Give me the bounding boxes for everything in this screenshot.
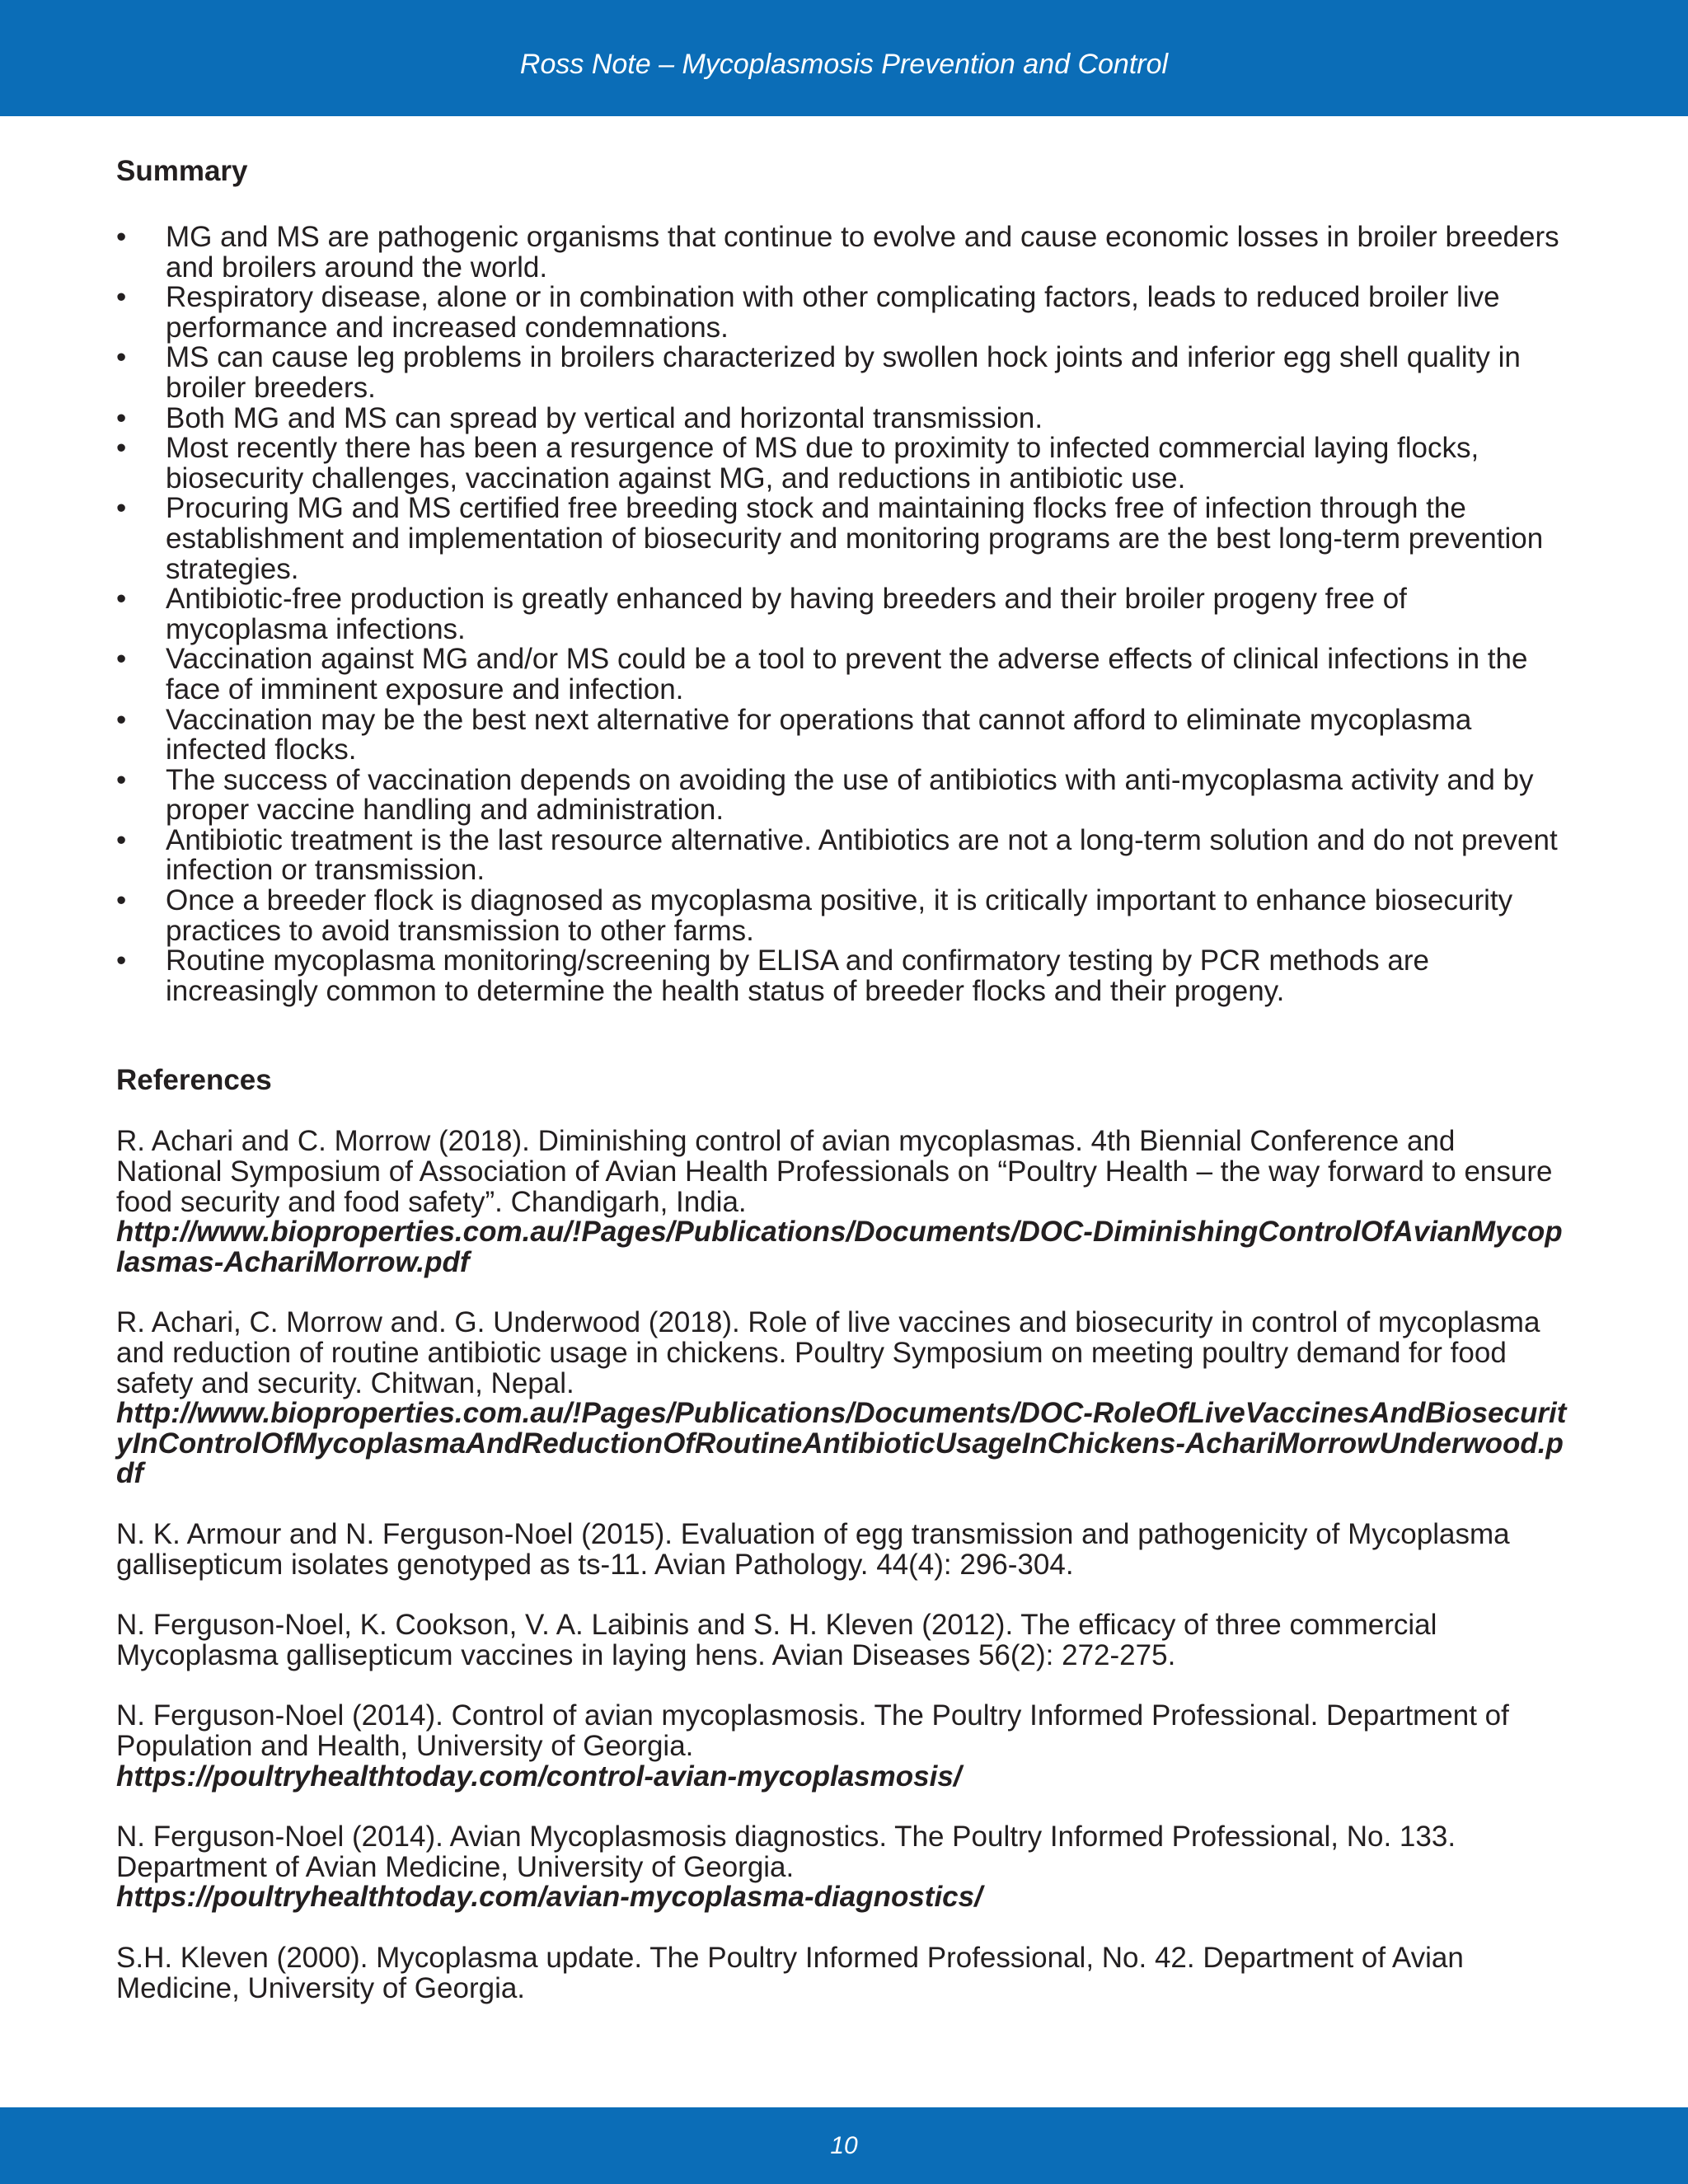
bullet-icon: •: [116, 583, 127, 616]
bullet-icon: •: [116, 492, 127, 525]
reference-text: R. Achari and C. Morrow (2018). Diminishing control of avian mycoplasmas. 4th Biennial Conference and National Symposium of Association of Avian Health Professionals on “Poultry Health – the way forward to ensure food security and food safety”. Chandigarh, India.: [116, 1125, 1553, 1218]
page-content: [116, 153, 1567, 2034]
bullet-icon: •: [116, 341, 127, 374]
bullet-icon: •: [116, 281, 127, 314]
reference-link[interactable]: https://poultryhealthtoday.com/control-avian-mycoplasmosis/: [116, 1760, 962, 1793]
summary-item-text: MG and MS are pathogenic organisms that continue to evolve and cause economic losses in broiler breeders and broilers around the world.: [166, 221, 1559, 284]
summary-item-text: The success of vaccination depends on avoiding the use of antibiotics with anti-mycoplasma activity and by proper vaccine handling and administration.: [166, 763, 1534, 827]
reference-text: N. Ferguson-Noel (2014). Avian Mycoplasmosis diagnostics. The Poultry Informed Professional, No. 133. Department of Avian Medicine, University of Georgia.: [116, 1821, 1456, 1883]
reference-list: [116, 1127, 1567, 2004]
reference-text: N. Ferguson-Noel (2014). Control of avian mycoplasmosis. The Poultry Informed Professional. Department of Population and Health, University of Georgia.: [116, 1699, 1509, 1762]
reference-item: [116, 1610, 1567, 1671]
summary-item: [116, 343, 1567, 403]
summary-item-text: Antibiotic treatment is the last resource alternative. Antibiotics are not a long-term solution and do not prevent infection or transmission.: [166, 823, 1558, 887]
reference-link[interactable]: https://poultryhealthtoday.com/avian-mycoplasma-diagnostics/: [116, 1881, 982, 1914]
summary-item-text: Most recently there has been a resurgence of MS due to proximity to infected commercial laying flocks, biosecurity challenges, vaccination against MG, and reductions in antibiotic use.: [166, 432, 1479, 494]
bullet-icon: •: [116, 432, 127, 465]
reference-text: R. Achari, C. Morrow and. G. Underwood (2018). Role of live vaccines and biosecurity in control of mycoplasma and reduction of routine antibiotic usage in chickens. Poultry Symposium on meeting poultry demand for food safety and security. Chitwan, Nepal.: [116, 1306, 1540, 1399]
summary-item-text: Once a breeder flock is diagnosed as mycoplasma positive, it is critically important to enhance biosecurity practices to avoid transmission to other farms.: [166, 884, 1513, 947]
summary-list: [116, 223, 1567, 1006]
reference-text: N. Ferguson-Noel, K. Cookson, V. A. Laibinis and S. H. Kleven (2012). The efficacy of three commercial Mycoplasma gallisepticum vaccines in laying hens. Avian Diseases 56(2): 272-275.: [116, 1609, 1437, 1671]
references-heading: References: [116, 1064, 272, 1097]
summary-item-text: Antibiotic-free production is greatly enhanced by having breeders and their broiler progeny free of mycoplasma infections.: [166, 583, 1407, 645]
reference-item: [116, 1822, 1567, 1913]
reference-item: [116, 1701, 1567, 1792]
summary-item-text: Vaccination may be the best next alternative for operations that cannot afford to eliminate mycoplasma infected flocks.: [166, 703, 1472, 766]
summary-item-text: Respiratory disease, alone or in combination with other complicating factors, leads to reduced broiler live performance and increased condemnations.: [166, 281, 1500, 344]
summary-item: [116, 494, 1567, 584]
summary-item: [116, 434, 1567, 494]
page-number: 10: [830, 2132, 858, 2159]
summary-heading: Summary: [116, 155, 248, 187]
summary-item: [116, 644, 1567, 705]
bullet-icon: •: [116, 823, 127, 856]
bullet-icon: •: [116, 703, 127, 736]
summary-item: [116, 283, 1567, 343]
summary-item: [116, 401, 1567, 434]
summary-item: [116, 584, 1567, 644]
reference-link[interactable]: http://www.bioproperties.com.au/!Pages/Publications/Documents/DOC-RoleOfLiveVaccinesAndBiosecurityInControlOfMycoplasmaAndReductionOfRoutineAntibioticUsageInChickens-AchariMorrowUnderwood.pdf: [116, 1397, 1567, 1490]
reference-text: N. K. Armour and N. Ferguson-Noel (2015). Evaluation of egg transmission and pathogenicity of Mycoplasma gallisepticum isolates genotyped as ts-11. Avian Pathology. 44(4): 296-304.: [116, 1517, 1510, 1581]
summary-item: [116, 946, 1567, 1006]
bullet-icon: •: [116, 221, 127, 253]
summary-item: [116, 763, 1567, 827]
bullet-icon: •: [116, 944, 127, 977]
summary-item: [116, 886, 1567, 946]
reference-item: [116, 1943, 1567, 2004]
reference-item: [116, 1517, 1567, 1581]
summary-item: [116, 223, 1567, 283]
reference-link[interactable]: http://www.bioproperties.com.au/!Pages/Publications/Documents/DOC-DiminishingControlOfAvianMycoplasmas-AchariMorrow.pdf: [116, 1216, 1563, 1278]
header-title: Ross Note – Mycoplasmosis Prevention and Control: [519, 49, 1169, 80]
summary-item-text: Both MG and MS can spread by vertical and horizontal transmission.: [166, 401, 1043, 434]
summary-item-text: Procuring MG and MS certified free breeding stock and maintaining flocks free of infection through the establishment and implementation of biosecurity and monitoring programs are the best long-term prevention strategies.: [166, 492, 1544, 585]
bullet-icon: •: [116, 401, 127, 434]
bullet-icon: •: [116, 643, 127, 676]
summary-item-text: Vaccination against MG and/or MS could be a tool to prevent the adverse effects of clinical infections in the face of imminent exposure and infection.: [166, 643, 1528, 705]
bullet-icon: •: [116, 763, 127, 796]
reference-item: [116, 1308, 1567, 1489]
reference-text: S.H. Kleven (2000). Mycoplasma update. The Poultry Informed Professional, No. 42. Department of Avian Medicine, University of Georgia.: [116, 1941, 1464, 2004]
summary-item: [116, 823, 1567, 887]
bullet-icon: •: [116, 884, 127, 917]
reference-item: [116, 1127, 1567, 1277]
summary-item: [116, 705, 1567, 766]
summary-item-text: Routine mycoplasma monitoring/screening by ELISA and confirmatory testing by PCR methods are increasingly common to determine the health status of breeder flocks and their progeny.: [166, 944, 1429, 1007]
summary-item-text: MS can cause leg problems in broilers characterized by swollen hock joints and inferior egg shell quality in broiler breeders.: [166, 341, 1521, 404]
